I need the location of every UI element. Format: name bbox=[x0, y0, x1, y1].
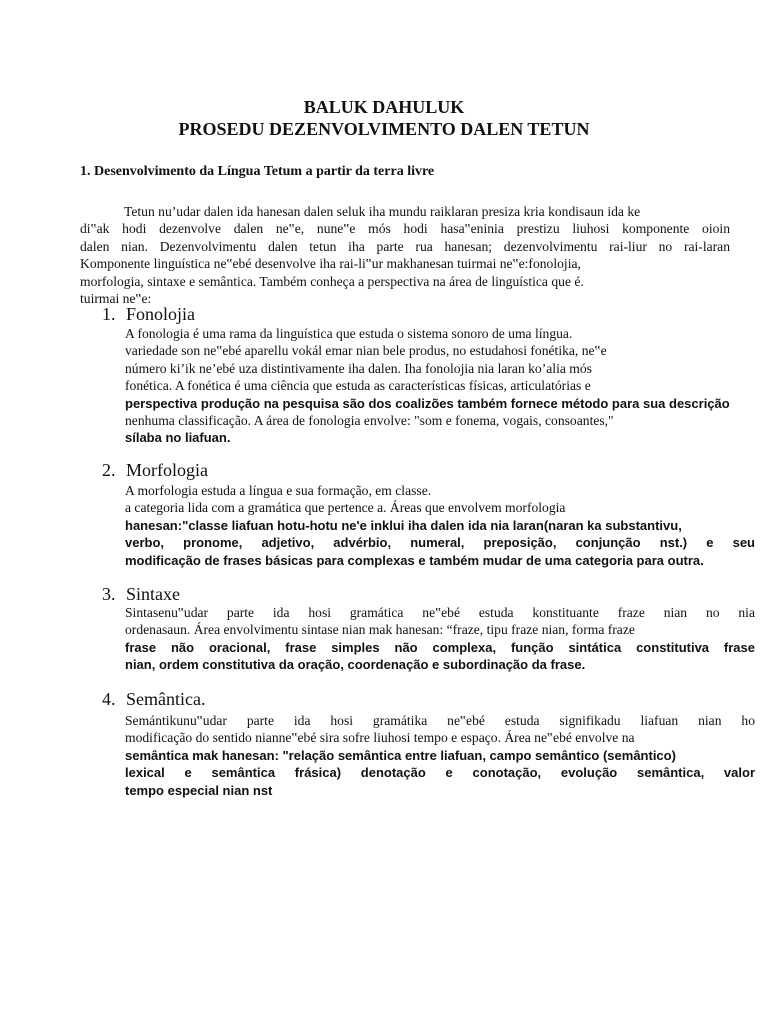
section-title-sintaxe bbox=[102, 584, 180, 605]
body-line: modificação do sentido nianne‟ebé sira sofre liuhosi tempo e espaço. Área ne‟ebé envolve na bbox=[125, 730, 635, 746]
intro-line: tuirmai ne‟e: bbox=[80, 291, 152, 307]
section-title-text: Fonolojia bbox=[126, 304, 196, 324]
intro-line: di‟ak hodi dezenvolve dalen ne‟e, nune‟e mós hodi hasa‟eninia prestizu liuhosi komponente oioin bbox=[80, 221, 730, 237]
body-line: A fonologia é uma rama da linguística que estuda o sistema sonoro de uma língua. bbox=[125, 326, 573, 341]
intro-line: Tetun nu’udar dalen ida hanesan dalen seluk iha mundu raiklaran presiza kria kondisaun ida ke bbox=[124, 204, 641, 219]
document-title-line1: BALUK DAHULUK bbox=[303, 97, 465, 117]
section-body-semantica bbox=[125, 712, 755, 799]
section-title-text: Sintaxe bbox=[126, 584, 180, 604]
body-line: sílaba no liafuan. bbox=[125, 430, 231, 446]
body-line: número ki’ik ne’ebé uza distintivamente iha dalen. Iha fonolojia nia laran ko’alia mós bbox=[125, 360, 592, 376]
body-line: ordenasaun. Área envolvimentu sintase nian mak hanesan: “fraze, tipu fraze nian, forma fraze bbox=[125, 622, 635, 638]
body-line: Semántikunu‟udar parte ida hosi gramátika ne‟ebé estuda signifikadu liafuan nian ho bbox=[125, 713, 755, 728]
section-title-morfologia bbox=[102, 460, 208, 481]
body-line: verbo, pronome, adjetivo, advérbio, numeral, preposição, conjunção nst.) e seu bbox=[125, 535, 755, 551]
section-body-fonolojia bbox=[125, 325, 755, 447]
body-line: perspectiva produção na pesquisa são dos coalizões também fornece método para sua descrição bbox=[125, 395, 730, 411]
section-body-sintaxe bbox=[125, 604, 755, 674]
body-line: modificação de frases básicas para complexas e também mudar de uma categoria para outra. bbox=[125, 552, 704, 568]
body-line: lexical e semântica frásica) denotação e conotação, evolução semântica, valor bbox=[125, 765, 755, 781]
body-line: nian, ordem constitutiva da oração, coordenação e subordinação da frase. bbox=[125, 657, 586, 673]
body-line: fonética. A fonética é uma ciência que estuda as características físicas, articulatórias e bbox=[125, 378, 591, 394]
body-line: semântica mak hanesan: "relação semântica entre liafuan, campo semântico (semântico) bbox=[125, 747, 676, 763]
body-line: variedade son ne‟ebé aparellu vokál emar nian bele produs, no estudahosi fonétika, ne‟e bbox=[125, 343, 607, 359]
intro-line: dalen nian. Dezenvolvimentu dalen tetun iha parte rua hanesan; dezenvolvimentu rai-liur no rai-laran bbox=[80, 238, 730, 254]
section-title-semantica bbox=[102, 689, 205, 710]
body-line: Sintasenu‟udar parte ida hosi gramática ne‟ebé estuda konstituante fraze nian no nia bbox=[125, 605, 755, 620]
section-number: 1. bbox=[102, 304, 116, 324]
body-line: tempo especial nian nst bbox=[125, 782, 273, 798]
intro-line: morfologia, sintaxe e semântica. Também conheça a perspectiva na área de linguística que é. bbox=[80, 273, 584, 289]
section-title-text: Semântica. bbox=[126, 689, 206, 709]
section-number: 4. bbox=[102, 689, 116, 709]
body-line: a categoria lida com a gramática que pertence a. Áreas que envolvem morfologia bbox=[125, 500, 566, 516]
section-number: 2. bbox=[102, 460, 116, 480]
section-body-morfologia bbox=[125, 482, 755, 569]
section-number: 3. bbox=[102, 584, 116, 604]
body-line: A morfologia estuda a língua e sua formação, em classe. bbox=[125, 483, 432, 498]
intro-line: Komponente linguística ne‟ebé desenvolve iha rai-li‟ur makhanesan tuirmai ne‟e:fonolojia, bbox=[80, 256, 581, 272]
intro-paragraph bbox=[80, 203, 730, 307]
section-heading: 1. Desenvolvimento da Língua Tetum a partir da terra livre bbox=[80, 164, 435, 179]
document-title-line2: PROSEDU DEZENVOLVIMENTO DALEN TETUN bbox=[178, 119, 590, 139]
section-title-text: Morfologia bbox=[126, 460, 208, 480]
section-title-fonolojia bbox=[102, 304, 195, 325]
body-line: hanesan:"classe liafuan hotu-hotu ne'e inklui iha dalen ida nia laran(naran ka substantivu, bbox=[125, 517, 682, 533]
body-line: nenhuma classificação. A área de fonologia envolve: "som e fonema, vogais, consoantes," bbox=[125, 413, 614, 429]
body-line: frase não oracional, frase simples não complexa, função sintática constitutiva frase bbox=[125, 639, 755, 655]
